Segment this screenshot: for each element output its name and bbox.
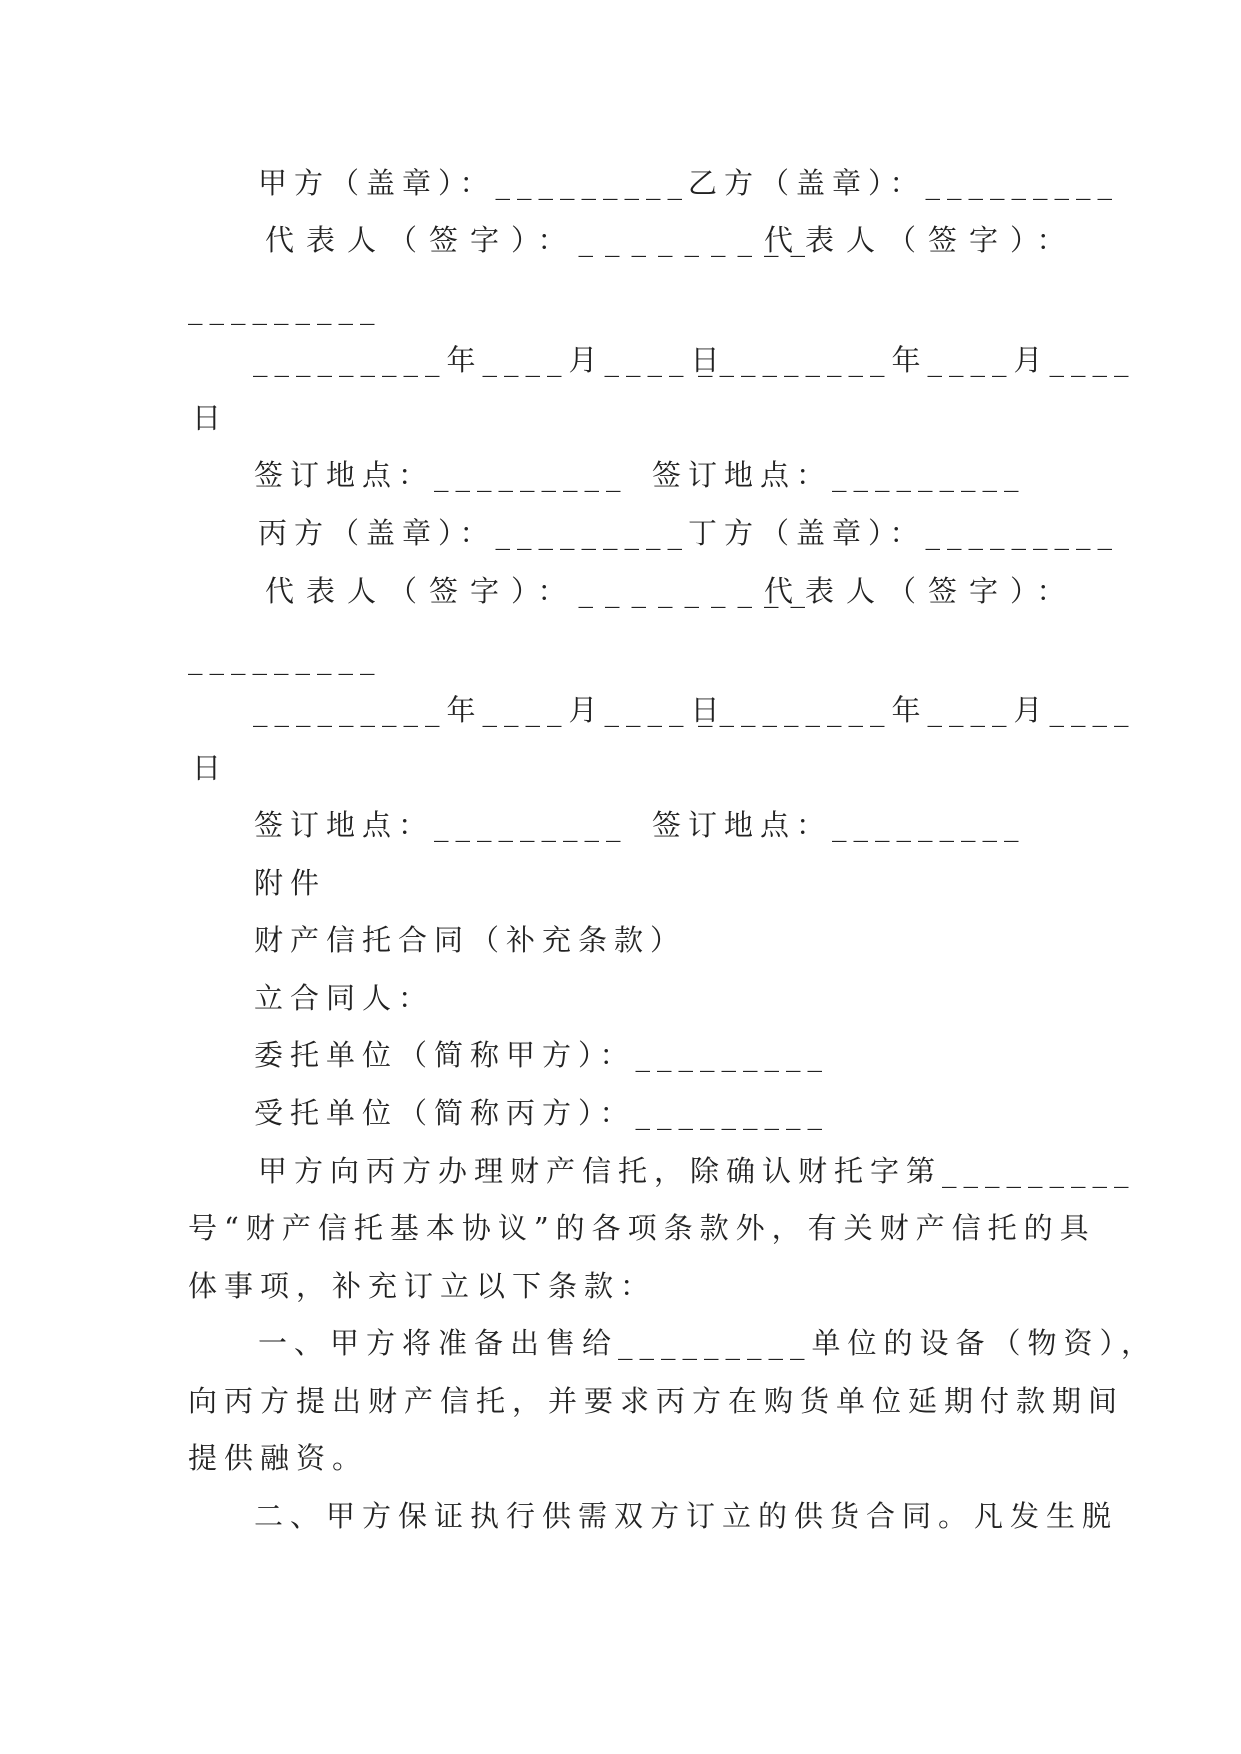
- clause-1-line-2: 向丙方提出财产信托，并要求丙方在购货单位延期付款期间: [188, 1384, 1125, 1418]
- party-b-seal-line: 乙方（盖章）：_________: [688, 166, 1120, 200]
- party-d-date-day: 日: [192, 751, 229, 785]
- intro-paragraph-line-2: 号“财产信托基本协议”的各项条款外，有关财产信托的具: [188, 1211, 1096, 1245]
- intro-paragraph-line-1: 甲方向丙方办理财产信托，除确认财托字第_________: [258, 1154, 1136, 1188]
- party-b-representative-blank: _________: [188, 291, 382, 325]
- intro-paragraph-line-3: 体事项，补充订立以下条款：: [188, 1269, 657, 1303]
- party-a-representative-line: 代表人（签字）：_________: [265, 223, 818, 257]
- party-c-signing-place: 签订地点：_________: [254, 808, 628, 842]
- party-d-date-line: _________年____月____: [698, 693, 1136, 727]
- supplementary-title: 财产信托合同（补充条款）: [254, 923, 687, 957]
- party-a-signing-place: 签订地点：_________: [254, 458, 628, 492]
- party-d-seal-line: 丁方（盖章）：_________: [688, 516, 1120, 550]
- party-a-seal-line: 甲方（盖章）：_________: [258, 166, 690, 200]
- party-d-representative-blank: _________: [188, 641, 382, 675]
- party-c-representative-line: 代表人（签字）：_________: [265, 574, 818, 608]
- party-c-date-line: _________年____月____日: [253, 693, 727, 727]
- party-b-signing-place: 签订地点：_________: [652, 458, 1026, 492]
- party-d-representative-line: 代表人（签字）：: [764, 574, 1078, 608]
- party-c-seal-line: 丙方（盖章）：_________: [258, 516, 690, 550]
- entrusting-unit-line: 委托单位（简称甲方）：_________: [254, 1038, 830, 1072]
- trustee-unit-line: 受托单位（简称丙方）：_________: [254, 1096, 830, 1130]
- party-a-date-line: _________年____月____日: [253, 343, 727, 377]
- attachment-heading: 附件: [254, 866, 327, 900]
- clause-2-line-1: 二、甲方保证执行供需双方订立的供货合同。凡发生脱: [254, 1499, 1119, 1533]
- clause-1-line-3: 提供融资。: [188, 1441, 369, 1475]
- party-d-signing-place: 签订地点：_________: [652, 808, 1026, 842]
- party-b-date-line: _________年____月____: [698, 343, 1136, 377]
- contracting-parties-label: 立合同人：: [254, 981, 435, 1015]
- party-b-representative-line: 代表人（签字）：: [764, 223, 1078, 257]
- clause-1-line-1: 一、甲方将准备出售给_________单位的设备（物资），: [258, 1326, 1158, 1360]
- party-b-date-day: 日: [192, 401, 229, 435]
